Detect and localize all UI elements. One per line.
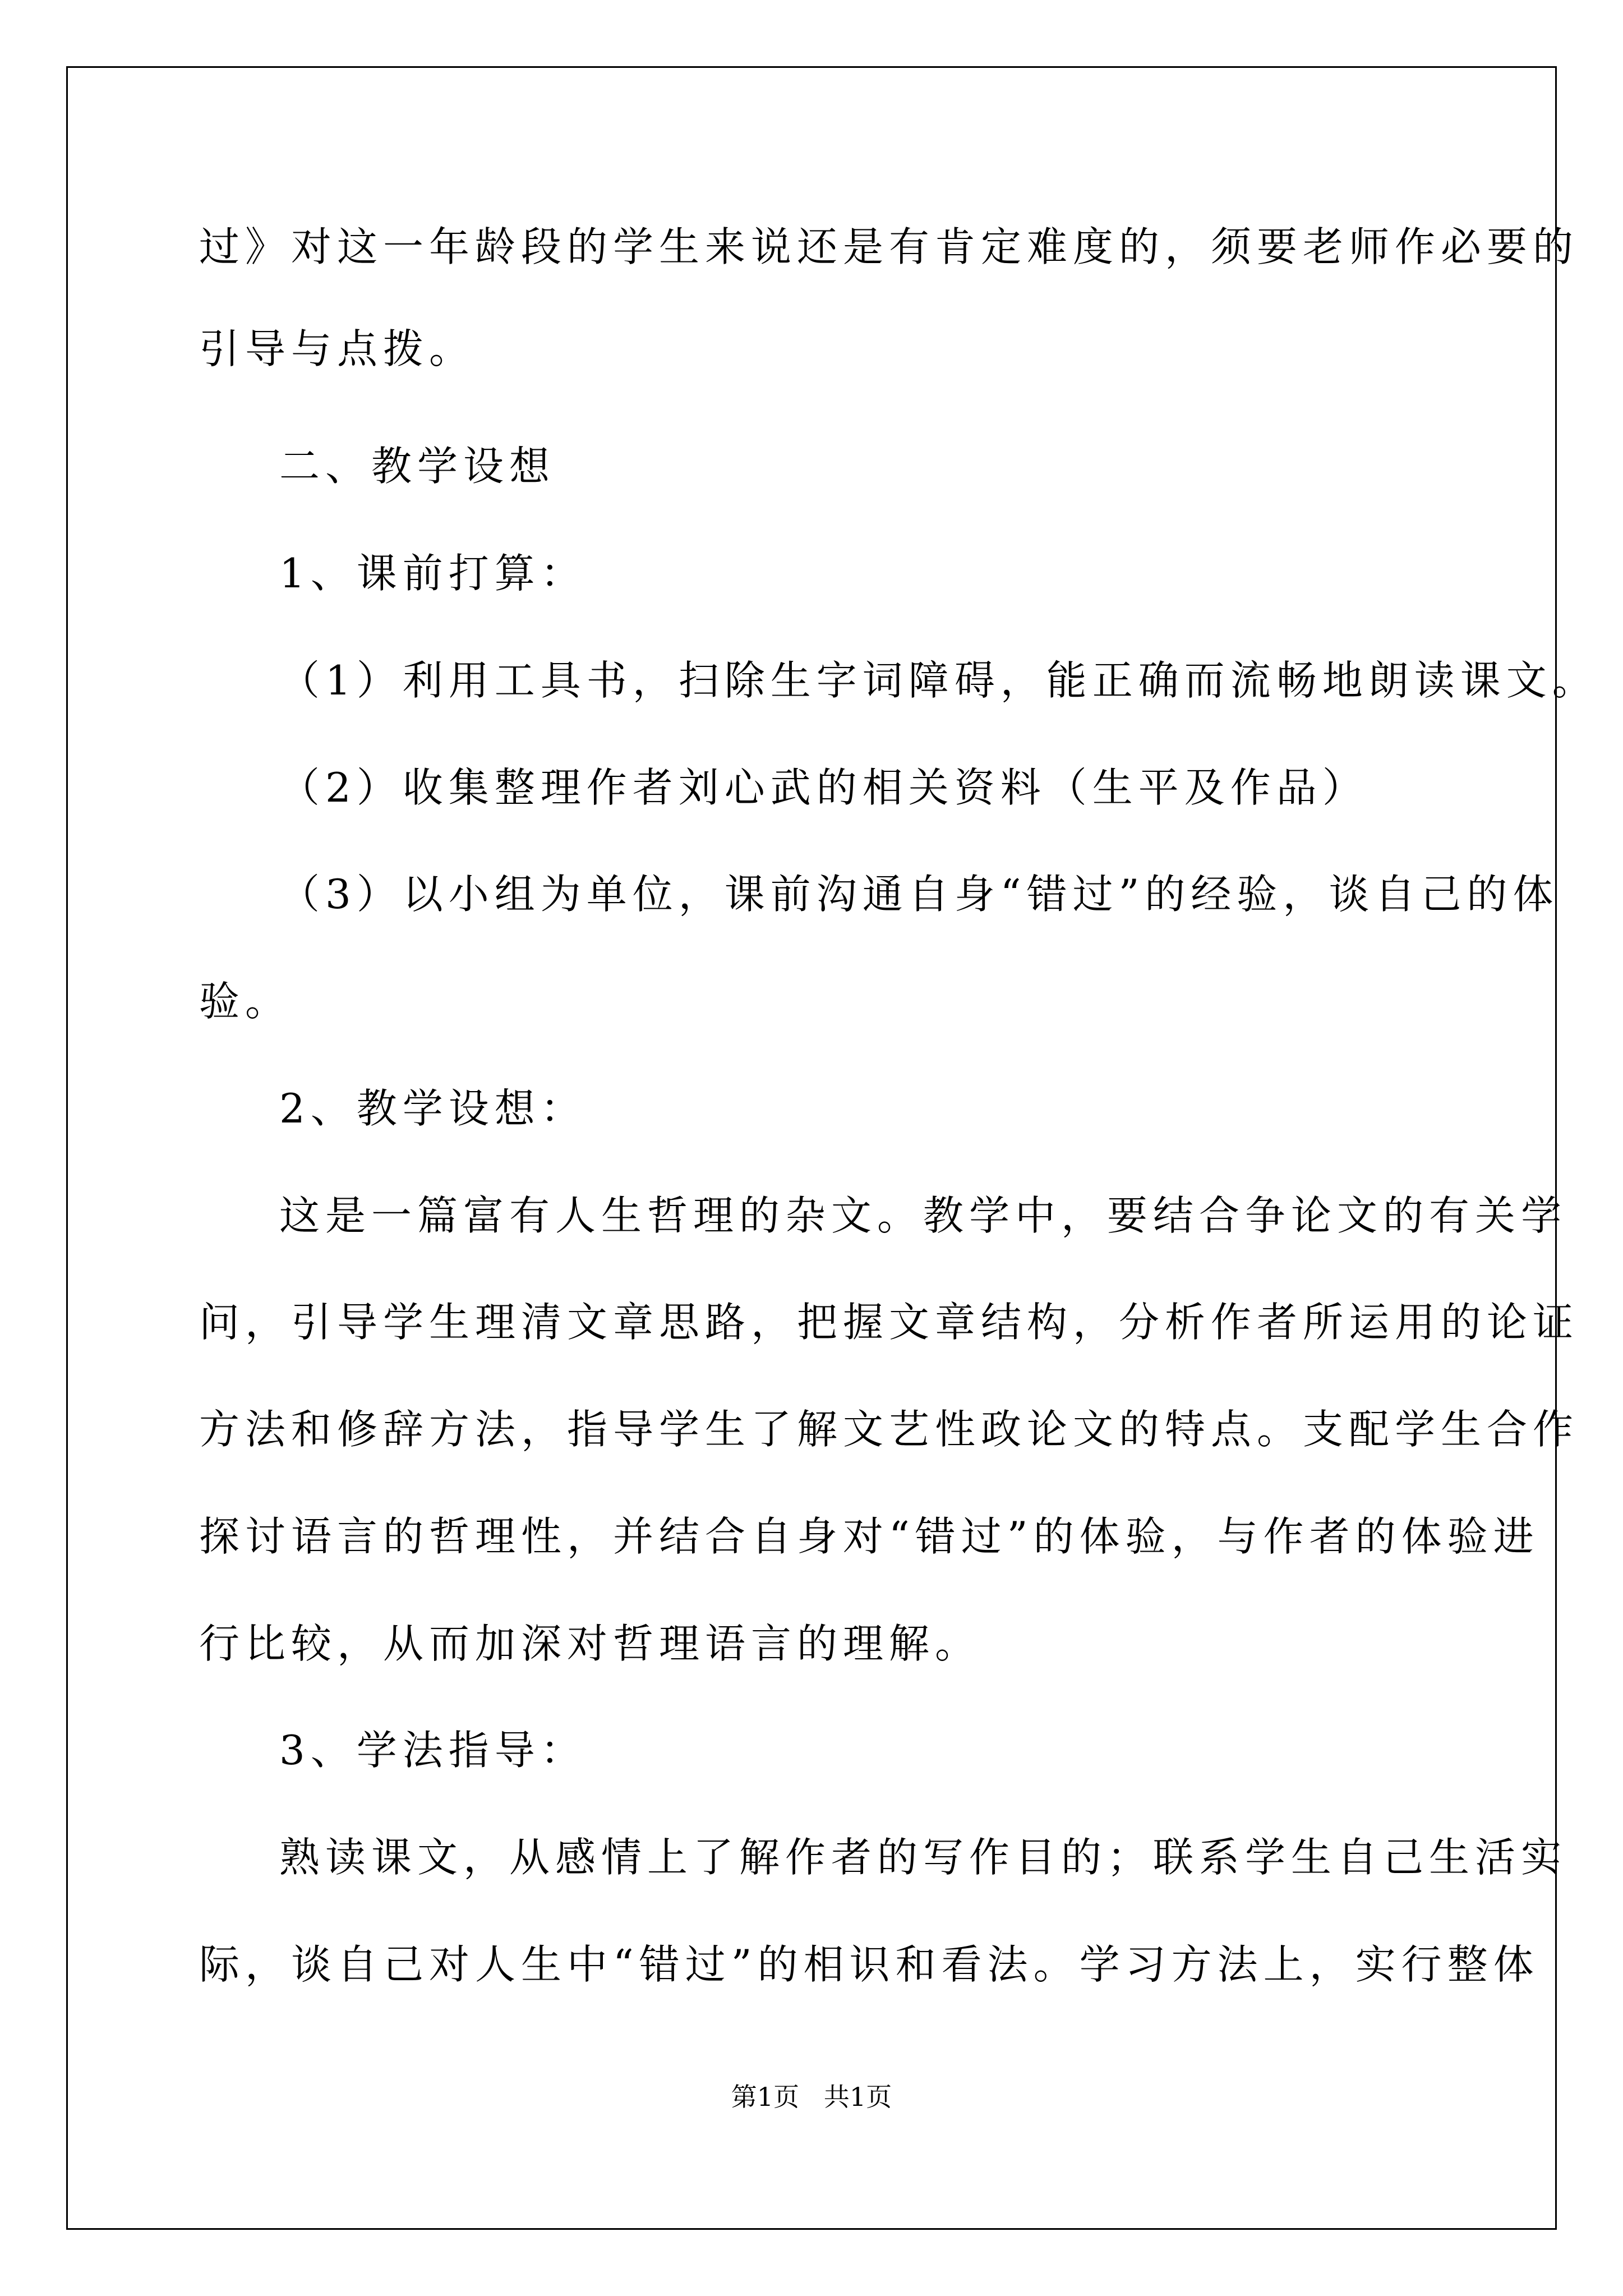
text-line-1: 过》对这一年龄段的学生来说还是有肯定难度的，须要老师作必要的	[199, 223, 1579, 270]
text-line-14: 行比较，从而加深对哲理语言的理解。	[199, 1620, 981, 1667]
subheading-pre-class: 1、课前打算：	[279, 550, 587, 597]
text-line-5: （1）利用工具书，扫除生字词障碍，能正确而流畅地朗读课文。	[279, 657, 1598, 704]
subheading-teaching-plan: 2、教学设想：	[279, 1085, 587, 1132]
text-line-17: 际，谈自己对人生中“错过”的相识和看法。学习方法上，实行整体	[199, 1941, 1539, 1988]
text-line-16: 熟读课文，从感情上了解作者的写作目的；联系学生自己生活实	[279, 1834, 1567, 1881]
section-heading-teaching-plan: 二、教学设想	[279, 443, 556, 490]
text-line-11: 问，引导学生理清文章思路，把握文章结构，分析作者所运用的论证	[199, 1299, 1579, 1346]
text-line-2: 引导与点拨。	[199, 325, 476, 372]
text-line-13: 探讨语言的哲理性，并结合自身对“错过”的体验，与作者的体验进	[199, 1513, 1539, 1560]
text-line-8: 验。	[199, 978, 292, 1025]
page-number-footer: 第1页 共1页	[731, 2082, 892, 2112]
page-border	[66, 66, 1557, 2230]
text-line-12: 方法和修辞方法，指导学生了解文艺性政论文的特点。支配学生合作	[199, 1406, 1579, 1453]
subheading-study-method: 3、学法指导：	[279, 1727, 587, 1774]
text-line-10: 这是一篇富有人生哲理的杂文。教学中，要结合争论文的有关学	[279, 1192, 1567, 1239]
text-line-6: （2）收集整理作者刘心武的相关资料（生平及作品）	[279, 764, 1368, 811]
text-line-7: （3）以小组为单位，课前沟通自身“错过”的经验，谈自己的体	[279, 871, 1559, 918]
